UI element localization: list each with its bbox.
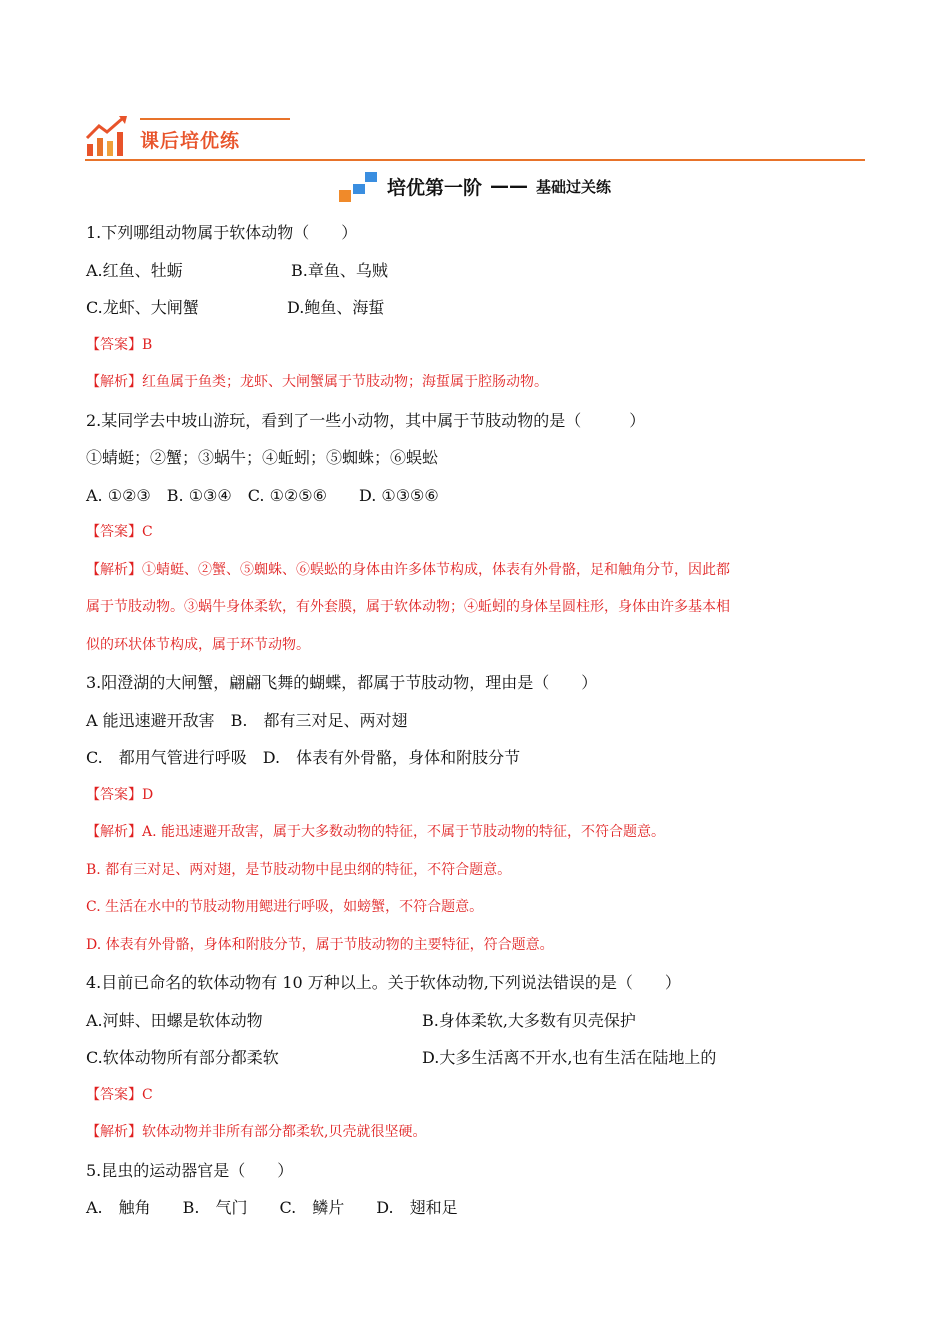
q3-analysis-a-text: A. 能迅速避开敌害，属于大多数动物的特征，不属于节肢动物的特征，不符合题意。 — [142, 824, 666, 840]
q4-option-c: C.软体动物所有部分都柔软 — [86, 1048, 279, 1067]
q1-option-c: C.龙虾、大闸蟹 — [86, 298, 199, 317]
q2-answer — [86, 514, 866, 552]
q1-analysis — [86, 364, 866, 402]
q1-analysis-text: 红鱼属于鱼类；龙虾、大闸蟹属于节肢动物；海蜇属于腔肠动物。 — [142, 374, 548, 390]
q1-options-cd — [86, 289, 866, 327]
q5-options: A. 触角 B. 气门 C. 鳞片 D. 翅和足 — [86, 1198, 458, 1217]
q3-stem: 3.阳澄湖的大闸蟹，翩翩飞舞的蝴蝶，都属于节肢动物，理由是（ ） — [86, 673, 598, 692]
q2-analysis-text-1: ①蜻蜓、②蟹、⑤蜘蛛、⑥蜈蚣的身体由许多体节构成，体表有外骨骼，足和触角分节，因此都 — [142, 561, 730, 578]
q2-analysis-line-1 — [86, 552, 866, 590]
section-subtitle: 基础过关练 — [536, 177, 612, 196]
analysis-tag: 【解析】 — [86, 1124, 142, 1140]
q4-option-b: B.身体柔软,大多数有贝壳保护 — [422, 1010, 636, 1030]
analysis-tag: 【解析】 — [86, 374, 142, 390]
q4-option-d: D.大多生活离不开水,也有生活在陆地上的 — [422, 1048, 717, 1067]
q1-options-ab — [86, 252, 866, 290]
blocks-icon — [339, 170, 379, 202]
section-dash: —— — [490, 175, 528, 197]
q2-options: A. ①②③ B. ①③④ C. ①②⑤⑥ D. ①③⑤⑥ — [86, 485, 439, 505]
q4-options-ab — [86, 1002, 866, 1040]
answer-tag: 【答案】 — [86, 524, 142, 540]
analysis-tag: 【解析】 — [86, 824, 142, 840]
q2-analysis-line-2: 属于节肢动物。③蜗牛身体柔软，有外套膜，属于软体动物；④蚯蚓的身体呈圆柱形，身体由许多基本相 — [86, 599, 730, 615]
q4-options-cd — [86, 1039, 866, 1077]
q3-answer-value: D — [142, 786, 154, 803]
q5-stem: 5.昆虫的运动器官是（ ） — [86, 1160, 294, 1180]
q4-answer-value: C — [142, 1086, 153, 1103]
answer-tag: 【答案】 — [86, 1086, 142, 1103]
q1-answer-value: B — [142, 336, 153, 353]
q4-option-a: A.河蚌、田螺是软体动物 — [86, 1010, 263, 1030]
q3-analysis-c: C. 生活在水中的节肢动物用鳃进行呼吸，如螃蟹，不符合题意。 — [86, 899, 484, 915]
page-header — [85, 112, 865, 162]
q3-analysis-a — [86, 814, 866, 852]
answer-tag: 【答案】 — [86, 336, 142, 353]
questions — [86, 214, 866, 1227]
q3-options-cd: C. 都用气管进行呼吸 D. 体表有外骨骼，身体和附肢分节 — [86, 748, 521, 767]
q2-answer-value: C — [142, 524, 153, 540]
header-title: 课后培优练 — [140, 130, 241, 152]
q3-analysis-d: D. 体表有外骨骼，身体和附肢分节，属于节肢动物的主要特征，符合题意。 — [86, 936, 554, 953]
section-title: 培优第一阶 — [386, 176, 482, 199]
q4-answer — [86, 1077, 866, 1115]
q3-options-ab: A 能迅速避开敌害 B. 都有三对足、两对翅 — [86, 710, 408, 730]
analysis-tag: 【解析】 — [86, 561, 142, 578]
q1-option-a: A.红鱼、牡蛎 — [86, 260, 183, 280]
q1-option-b: B.章鱼、乌贼 — [291, 260, 388, 280]
q2-items: ①蜻蜓；②蟹；③蜗牛；④蚯蚓；⑤蜘蛛；⑥蜈蚣 — [86, 448, 439, 467]
q3-analysis-b: B. 都有三对足、两对翅，是节肢动物中昆虫纲的特征，不符合题意。 — [86, 861, 512, 878]
header-bottom-rule — [85, 159, 865, 161]
q3-answer — [86, 777, 866, 815]
q2-stem: 2.某同学去中坡山游玩，看到了一些小动物，其中属于节肢动物的是（ ） — [86, 410, 646, 430]
q1-option-d: D.鲍鱼、海蜇 — [287, 298, 385, 317]
answer-tag: 【答案】 — [86, 786, 142, 803]
q4-stem: 4.目前已命名的软体动物有 10 万种以上。关于软体动物,下列说法错误的是（ ） — [86, 973, 681, 992]
q2-analysis-line-3: 似的环状体节构成，属于环节动物。 — [86, 636, 310, 653]
header-top-rule — [140, 118, 290, 120]
growth-chart-icon — [85, 114, 131, 158]
q1-stem: 1.下列哪组动物属于软体动物（ ） — [86, 223, 358, 242]
q4-analysis — [86, 1114, 866, 1152]
section-heading — [0, 170, 950, 206]
q4-analysis-text: 软体动物并非所有部分都柔软,贝壳就很坚硬。 — [142, 1124, 427, 1140]
q1-answer — [86, 327, 866, 365]
